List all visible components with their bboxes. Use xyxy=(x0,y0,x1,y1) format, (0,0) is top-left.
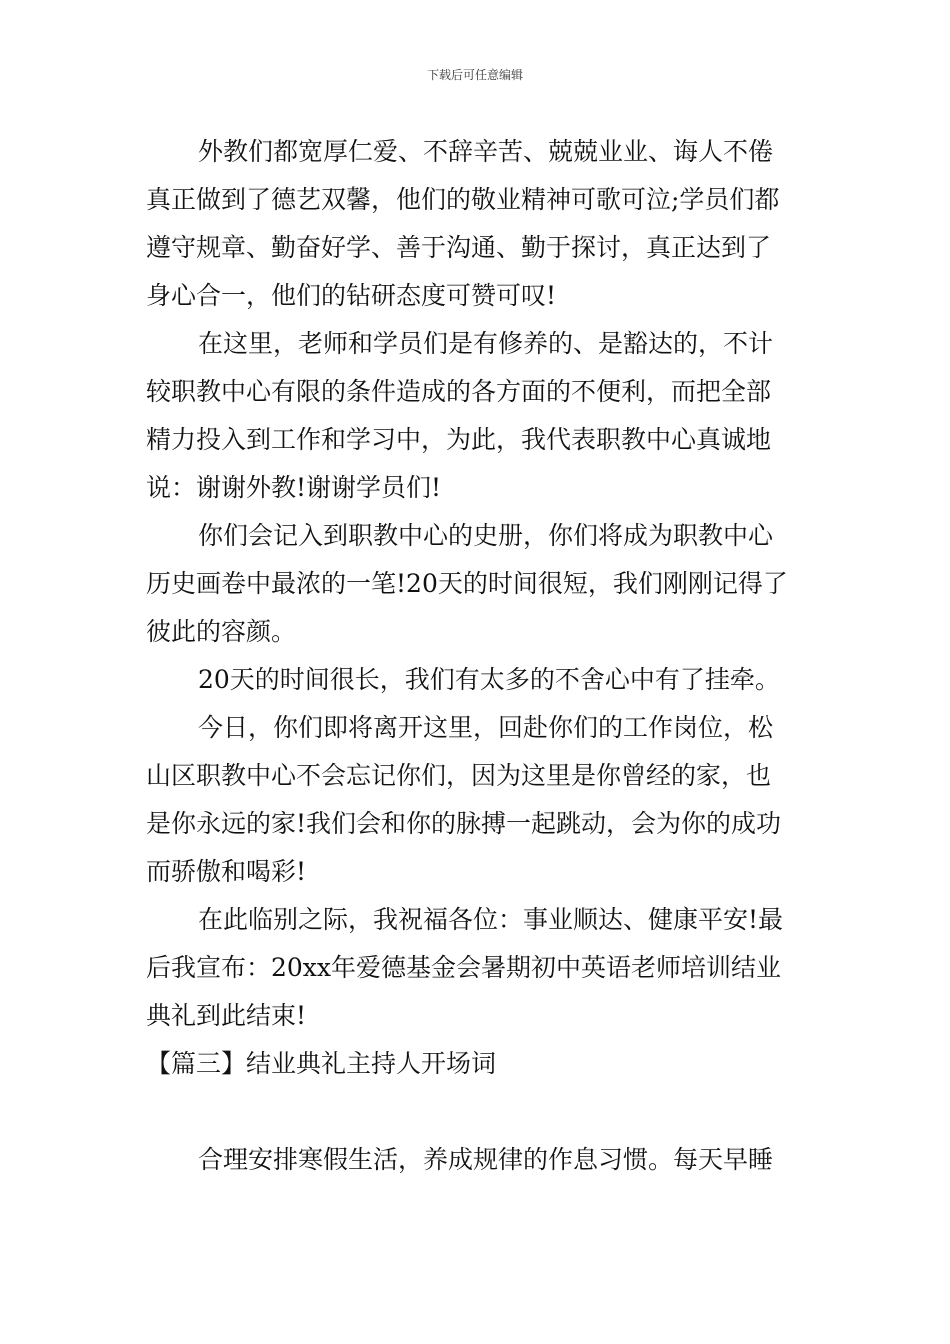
paragraph-line: 精力投入到工作和学习中，为此，我代表职教中心真诚地 xyxy=(146,425,772,454)
paragraph-line: 今日，你们即将离开这里，回赴你们的工作岗位，松 xyxy=(198,713,774,742)
paragraph-line: 而骄傲和喝彩! xyxy=(146,857,307,886)
paragraph-line: 后我宣布：20xx年爱德基金会暑期初中英语老师培训结业 xyxy=(146,953,782,982)
paragraph-line: 身心合一，他们的钻研态度可赞可叹! xyxy=(146,281,557,310)
paragraph-line: 遵守规章、勤奋好学、善于沟通、勤于探讨，真正达到了 xyxy=(146,233,772,262)
document-body xyxy=(146,128,808,1184)
blank-gap xyxy=(146,1088,808,1136)
paragraph-line: 真正做到了德艺双馨，他们的敬业精神可歌可泣;学员们都 xyxy=(146,185,780,214)
paragraph-line: 在此临别之际，我祝福各位：事业顺达、健康平安!最 xyxy=(198,905,784,934)
paragraph-line: 历史画卷中最浓的一笔!20天的时间很短，我们刚刚记得了 xyxy=(146,569,788,598)
paragraph-line: 20天的时间很长，我们有太多的不舍心中有了挂牵。 xyxy=(198,665,780,694)
paragraph-line: 你们会记入到职教中心的史册，你们将成为职教中心 xyxy=(198,521,774,550)
paragraph-line: 外教们都宽厚仁爱、不辞辛苦、兢兢业业、诲人不倦 xyxy=(198,137,774,166)
paragraph-line: 彼此的容颜。 xyxy=(146,617,297,646)
header-note: 下载后可任意编辑 xyxy=(426,68,523,82)
paragraph-line: 合理安排寒假生活，养成规律的作息习惯。每天早睡 xyxy=(198,1145,774,1174)
paragraph-line: 较职教中心有限的条件造成的各方面的不便利，而把全部 xyxy=(146,377,772,406)
section-heading: 【篇三】结业典礼主持人开场词 xyxy=(146,1049,497,1078)
paragraph-line: 在这里，老师和学员们是有修养的、是豁达的，不计 xyxy=(198,329,774,358)
paragraph-line: 典礼到此结束! xyxy=(146,1001,307,1030)
paragraph-line: 说：谢谢外教!谢谢学员们! xyxy=(146,473,442,502)
paragraph-line: 是你永远的家!我们会和你的脉搏一起跳动，会为你的成功 xyxy=(146,809,782,838)
paragraph-line: 山区职教中心不会忘记你们，因为这里是你曾经的家，也 xyxy=(146,761,772,790)
